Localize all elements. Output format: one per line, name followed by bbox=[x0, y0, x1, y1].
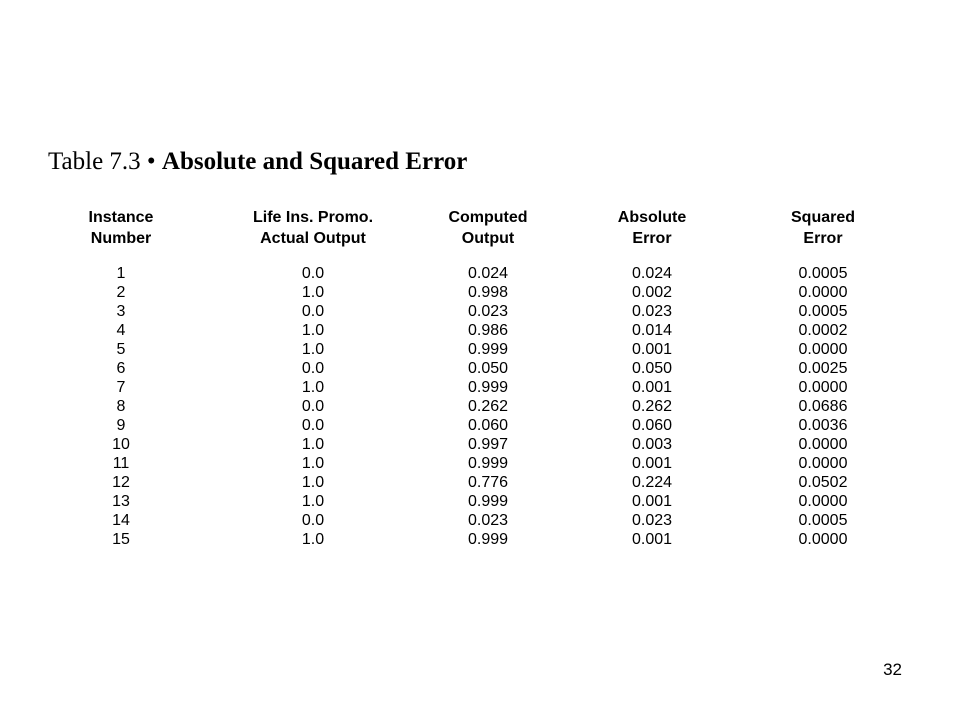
table-row bbox=[0, 492, 960, 511]
cell-instance-number: 8 bbox=[116, 398, 126, 415]
cell-absolute-error: 0.262 bbox=[631, 398, 673, 415]
cell-computed-output: 0.999 bbox=[467, 531, 509, 548]
cell-computed-output: 0.999 bbox=[467, 379, 509, 396]
cell-squared-error: 0.0005 bbox=[798, 512, 848, 529]
cell-instance-number: 13 bbox=[112, 493, 130, 510]
column-header-line: Squared bbox=[790, 209, 856, 226]
cell-absolute-error: 0.024 bbox=[631, 265, 673, 282]
table-row bbox=[0, 416, 960, 435]
cell-computed-output: 0.024 bbox=[467, 265, 509, 282]
column-header-line: Error bbox=[632, 230, 672, 247]
table-caption-number: Table 7.3 • bbox=[48, 148, 162, 175]
cell-actual-output: 1.0 bbox=[301, 474, 325, 491]
column-header-line: Absolute bbox=[617, 209, 687, 226]
column-header-actual-output bbox=[253, 207, 373, 249]
cell-computed-output: 0.776 bbox=[467, 474, 509, 491]
table-row bbox=[0, 530, 960, 549]
cell-computed-output: 0.999 bbox=[467, 493, 509, 510]
cell-squared-error: 0.0036 bbox=[798, 417, 848, 434]
cell-computed-output: 0.050 bbox=[467, 360, 509, 377]
cell-squared-error: 0.0000 bbox=[798, 284, 848, 301]
cell-absolute-error: 0.001 bbox=[631, 531, 673, 548]
table-row bbox=[0, 435, 960, 454]
cell-computed-output: 0.986 bbox=[467, 322, 509, 339]
table-row bbox=[0, 511, 960, 530]
column-header-instance-number bbox=[89, 207, 154, 249]
cell-computed-output: 0.060 bbox=[467, 417, 509, 434]
cell-absolute-error: 0.001 bbox=[631, 455, 673, 472]
cell-actual-output: 1.0 bbox=[301, 379, 325, 396]
cell-actual-output: 0.0 bbox=[301, 303, 325, 320]
cell-computed-output: 0.999 bbox=[467, 455, 509, 472]
cell-instance-number: 9 bbox=[116, 417, 126, 434]
cell-actual-output: 0.0 bbox=[301, 512, 325, 529]
column-header-squared-error bbox=[791, 207, 855, 249]
cell-actual-output: 1.0 bbox=[301, 531, 325, 548]
cell-instance-number: 14 bbox=[112, 512, 130, 529]
cell-computed-output: 0.023 bbox=[467, 303, 509, 320]
table-row bbox=[0, 454, 960, 473]
cell-absolute-error: 0.014 bbox=[631, 322, 673, 339]
cell-squared-error: 0.0000 bbox=[798, 493, 848, 510]
cell-absolute-error: 0.001 bbox=[631, 341, 673, 358]
column-header-line: Number bbox=[90, 230, 152, 247]
cell-actual-output: 0.0 bbox=[301, 360, 325, 377]
cell-squared-error: 0.0502 bbox=[798, 474, 848, 491]
cell-instance-number: 7 bbox=[116, 379, 126, 396]
table-caption bbox=[48, 148, 467, 176]
cell-absolute-error: 0.023 bbox=[631, 303, 673, 320]
cell-squared-error: 0.0005 bbox=[798, 265, 848, 282]
cell-instance-number: 11 bbox=[112, 455, 130, 472]
table-body bbox=[0, 264, 960, 549]
table-row bbox=[0, 283, 960, 302]
column-header-absolute-error bbox=[618, 207, 686, 249]
column-header-computed-output bbox=[448, 207, 527, 249]
cell-instance-number: 6 bbox=[116, 360, 126, 377]
cell-actual-output: 1.0 bbox=[301, 455, 325, 472]
cell-absolute-error: 0.224 bbox=[631, 474, 673, 491]
cell-computed-output: 0.998 bbox=[467, 284, 509, 301]
table-caption-title: Absolute and Squared Error bbox=[161, 148, 468, 175]
cell-instance-number: 10 bbox=[112, 436, 130, 453]
cell-squared-error: 0.0002 bbox=[798, 322, 848, 339]
cell-instance-number: 5 bbox=[116, 341, 126, 358]
cell-squared-error: 0.0005 bbox=[798, 303, 848, 320]
column-header-line: Instance bbox=[88, 209, 154, 226]
table-row bbox=[0, 340, 960, 359]
cell-actual-output: 0.0 bbox=[301, 265, 325, 282]
table-row bbox=[0, 473, 960, 492]
table-row bbox=[0, 397, 960, 416]
cell-absolute-error: 0.003 bbox=[631, 436, 673, 453]
cell-squared-error: 0.0000 bbox=[798, 531, 848, 548]
column-header-line: Actual Output bbox=[260, 230, 366, 247]
cell-squared-error: 0.0000 bbox=[798, 436, 848, 453]
cell-instance-number: 12 bbox=[112, 474, 130, 491]
cell-instance-number: 3 bbox=[116, 303, 126, 320]
cell-absolute-error: 0.001 bbox=[631, 493, 673, 510]
cell-actual-output: 0.0 bbox=[301, 398, 325, 415]
cell-actual-output: 1.0 bbox=[301, 493, 325, 510]
column-header-line: Error bbox=[803, 230, 843, 247]
cell-instance-number: 2 bbox=[116, 284, 126, 301]
cell-absolute-error: 0.002 bbox=[631, 284, 673, 301]
table-row bbox=[0, 264, 960, 283]
column-header-line: Computed bbox=[448, 209, 528, 226]
table-row bbox=[0, 321, 960, 340]
cell-actual-output: 1.0 bbox=[301, 341, 325, 358]
cell-computed-output: 0.023 bbox=[467, 512, 509, 529]
cell-actual-output: 0.0 bbox=[301, 417, 325, 434]
cell-instance-number: 4 bbox=[116, 322, 126, 339]
table-row bbox=[0, 359, 960, 378]
cell-absolute-error: 0.001 bbox=[631, 379, 673, 396]
page-number: 32 bbox=[883, 660, 902, 679]
cell-computed-output: 0.262 bbox=[467, 398, 509, 415]
cell-squared-error: 0.0000 bbox=[798, 455, 848, 472]
cell-computed-output: 0.997 bbox=[467, 436, 509, 453]
cell-actual-output: 1.0 bbox=[301, 284, 325, 301]
cell-actual-output: 1.0 bbox=[301, 436, 325, 453]
column-header-line: Output bbox=[461, 230, 515, 247]
cell-instance-number: 1 bbox=[116, 265, 126, 282]
cell-squared-error: 0.0686 bbox=[798, 398, 848, 415]
cell-absolute-error: 0.060 bbox=[631, 417, 673, 434]
table-row bbox=[0, 302, 960, 321]
cell-squared-error: 0.0025 bbox=[798, 360, 848, 377]
cell-computed-output: 0.999 bbox=[467, 341, 509, 358]
cell-squared-error: 0.0000 bbox=[798, 341, 848, 358]
cell-absolute-error: 0.050 bbox=[631, 360, 673, 377]
cell-squared-error: 0.0000 bbox=[798, 379, 848, 396]
column-header-line: Life Ins. Promo. bbox=[252, 209, 374, 226]
cell-absolute-error: 0.023 bbox=[631, 512, 673, 529]
table-row bbox=[0, 378, 960, 397]
cell-actual-output: 1.0 bbox=[301, 322, 325, 339]
cell-instance-number: 15 bbox=[112, 531, 130, 548]
